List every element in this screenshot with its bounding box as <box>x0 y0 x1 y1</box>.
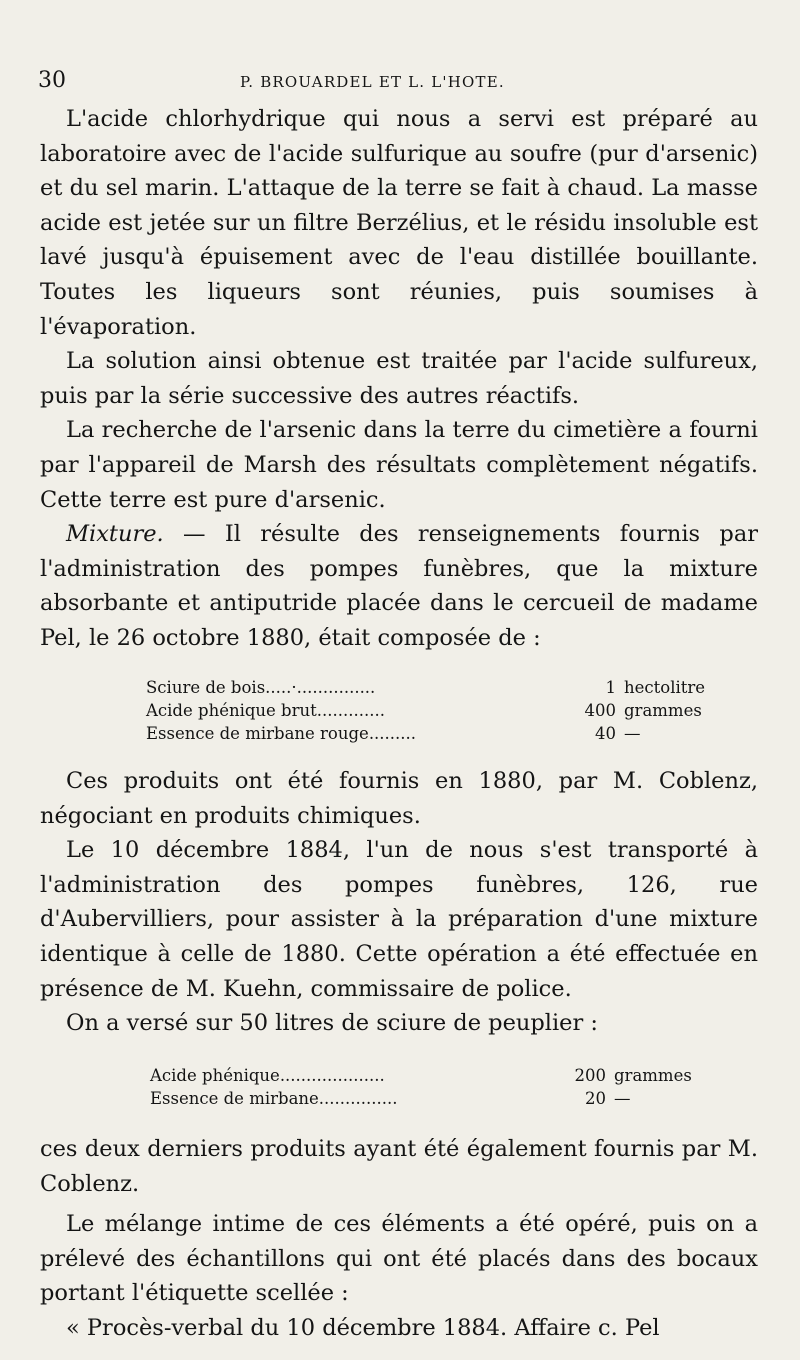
row-label: Sciure de bois.....·............... <box>146 678 376 697</box>
table-row <box>150 1087 710 1110</box>
row-label: Essence de mirbane............... <box>150 1089 398 1108</box>
paragraph-8: ces deux derniers produits ayant été également fournis par M. Coblenz. <box>40 1136 758 1197</box>
row-unit: — <box>614 1089 631 1108</box>
row-unit: grammes <box>614 1066 692 1085</box>
page-number: 30 <box>38 68 66 93</box>
row-quantity: 200 <box>574 1066 606 1085</box>
row-quantity: 1 <box>605 678 616 697</box>
body-text-2 <box>40 764 758 1041</box>
row-label: Acide phénique brut............. <box>146 701 385 720</box>
paragraph-4-text: — Il résulte des renseignements fournis par l'administration des pompes funèbres, que la mixture absorbante et antiputride placée dans le cercueil de madame Pel, le 26 octobre 1880, était composée de : <box>40 521 758 651</box>
row-quantity: 40 <box>595 724 616 743</box>
paragraph-3: La recherche de l'arsenic dans la terre du cimetière a fourni par l'appareil de Marsh des résultats complètement négatifs. Cette terre est pure d'arsenic. <box>40 417 758 513</box>
table-row <box>146 676 706 699</box>
paragraph-1: L'acide chlorhydrique qui nous a servi est préparé au laboratoire avec de l'acide sulfurique au soufre (pur d'arsenic) et du sel marin. L'attaque de la terre se fait à chaud. La masse acide est jetée sur un filtre Berzélius, et le résidu insoluble est lavé jusqu'à épuisement avec de l'eau distillée bouillante. Toutes les liqueurs sont réunies, puis soumises à l'évaporation. <box>40 106 758 340</box>
composition-table-1880 <box>146 676 706 745</box>
table-row <box>146 699 706 722</box>
row-quantity: 20 <box>585 1089 606 1108</box>
paragraph-4 <box>40 517 758 655</box>
body-text-3 <box>40 1132 758 1346</box>
paragraph-9: Le mélange intime de ces éléments a été opéré, puis on a prélevé des échantillons qui ont été placés dans des bocaux portant l'étiquette scellée : <box>40 1211 758 1307</box>
paragraph-5: Ces produits ont été fournis en 1880, par M. Coblenz, négociant en produits chimiques. <box>40 768 758 829</box>
row-quantity: 400 <box>584 701 616 720</box>
row-unit: grammes <box>624 701 702 720</box>
table-row <box>150 1064 710 1087</box>
paragraph-6: Le 10 décembre 1884, l'un de nous s'est transporté à l'administration des pompes funèbres, 126, rue d'Aubervilliers, pour assister à la préparation d'une mixture identique à celle de 1880. Cette opération a été effectuée en présence de M. Kuehn, commissaire de police. <box>40 837 758 1002</box>
composition-table-1884 <box>150 1064 710 1110</box>
paragraph-2: La solution ainsi obtenue est traitée par l'acide sulfureux, puis par la série successive des autres réactifs. <box>40 348 758 409</box>
running-head: P. BROUARDEL ET L. L'HOTE. <box>240 73 505 91</box>
section-label: Mixture. <box>66 521 164 548</box>
paragraph-7: On a versé sur 50 litres de sciure de peuplier : <box>66 1010 598 1037</box>
body-text <box>40 102 758 656</box>
table-row <box>146 722 706 745</box>
row-unit: hectolitre <box>624 678 706 697</box>
row-label: Essence de mirbane rouge......... <box>146 724 417 743</box>
row-unit: — <box>624 724 641 743</box>
row-label: Acide phénique.................... <box>150 1066 385 1085</box>
page-header <box>38 68 738 98</box>
paragraph-10: « Procès-verbal du 10 décembre 1884. Affaire c. Pel <box>66 1314 660 1341</box>
